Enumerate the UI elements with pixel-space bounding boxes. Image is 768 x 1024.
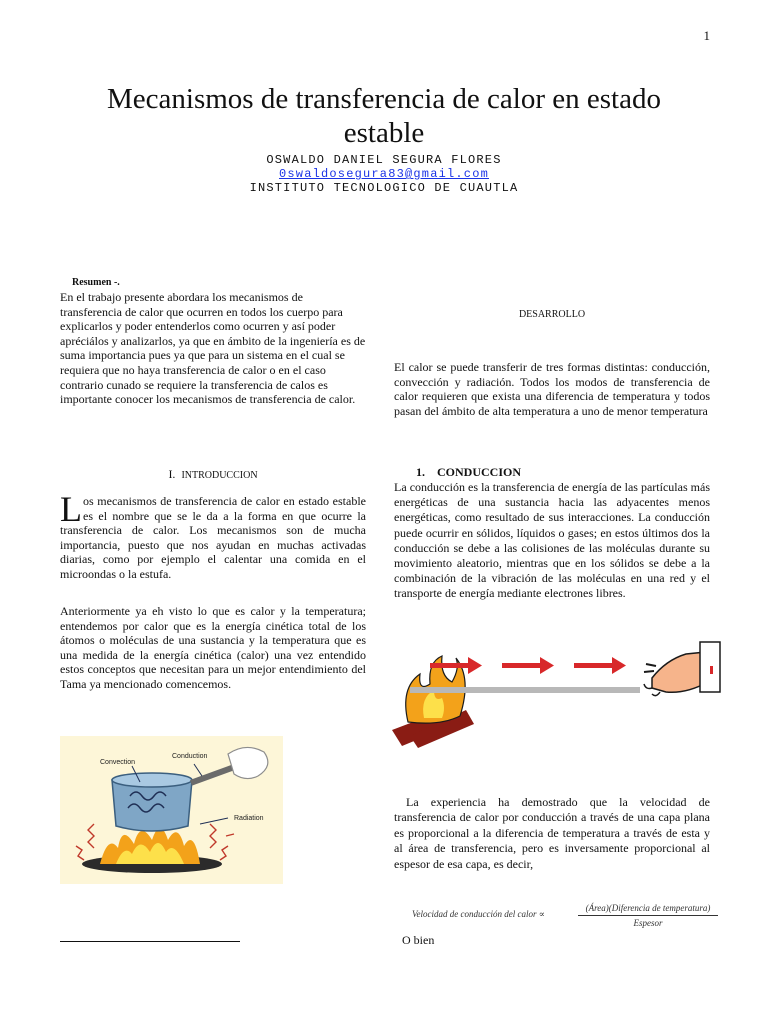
o-bien-text: O bien (402, 933, 435, 947)
formula-numerator: (Área)(Diferencia de temperatura) (578, 903, 718, 916)
introduction-number: I. (168, 467, 176, 481)
institute-name: INSTITUTO TECNOLOGICO DE CUAUTLA (249, 181, 519, 195)
conduction-title: CONDUCCION (437, 465, 521, 479)
conduction-label: Conduction (172, 753, 208, 760)
development-heading: DESARROLLO (518, 309, 586, 320)
radiation-label: Radiation (234, 815, 264, 822)
glove (228, 747, 268, 778)
flames (100, 828, 200, 864)
abstract-text: En el trabajo presente abordara los mecanismos de transferencia de calor que ocurren en todos los cuerpo para explicarlos y poder entenderlos como ocurren y así poder apréciálos y analizarlos, ya que en ámbito de la ingeniería es de suma importancia pues ya que para un sistema en el cual se requiera que no haya transferencia de calor o en el caso contrario cunado se requiere la transferencia de calos es importante conocer los mecanismos de transferencia de calor. (60, 290, 366, 407)
stove-illustration (60, 736, 283, 884)
conduction-paragraph: La conducción es la transferencia de energía de las partículas más energéticas de una sustancia hacia las adyacentes menos energéticas, como resultado de sus interacciones. La conducción puede ocurrir en sólidos, líquidos o gases; en estos últimos dos la conducción se debe a las colisiones de las moléculas durante su movimiento aleatorio, mientras que en los sólidos se debe a la combinación de la vibración de las moléculas en una red y el transporte de energía mediante electrones libres. (394, 480, 710, 601)
introduction-title: INTRODUCCION (181, 470, 258, 481)
introduction-paragraph-1-text: os mecanismos de transferencia de calor en estado estable es el nombre que se le da a la forma en que ocurre la transferencia de calor. Los mecanismos son de mucha importancia, puesto que nos ayudan en muchas activadas diarias, como por ejemplo el calentar una comida en el microondas o la estufa. (60, 494, 366, 581)
conduction-heading (416, 465, 521, 480)
introduction-paragraph-2: Anteriormente ya eh visto lo que es calor y la temperatura; entendemos por calor que es la energía cinética total de los átomos o moléculas de una sustancia y la temperatura que es una medida de la energía cinética (calor) una vez entendido estos conceptos que necesitan para un mejor entendimiento del Tama ya mencionado comencemos. (60, 604, 366, 691)
experience-paragraph: La experiencia ha demostrado que la velocidad de transferencia de calor por conducción a través de una capa plana es proporcional a la diferencia de temperatura a través de esta y al área de transferencia, pero es inversamente proporcional al espesor de esa capa, es decir, (394, 795, 710, 871)
development-paragraph: El calor se puede transferir de tres formas distintas: conducción, convección y radiación. Todos los modos de transferencia de calor requieren que exista una diferencia de temperatura y todos pasan del ámbito de alta temperatura a uno de menor temperatura (394, 360, 710, 418)
formula-fraction (578, 903, 718, 928)
abstract-label: Resumen -. (72, 277, 120, 288)
footnote-separator (60, 941, 240, 942)
page-number: 1 (703, 28, 710, 43)
introduction-paragraph-1 (60, 489, 366, 581)
author-name: OSWALDO DANIEL SEGURA FLORES (266, 153, 502, 167)
introduction-heading (60, 467, 366, 482)
conduction-formula (402, 903, 722, 933)
pot (112, 773, 192, 831)
metal-rod (410, 687, 640, 693)
heat-transfer-stove-figure (60, 736, 283, 884)
conduction-number: 1. (416, 465, 425, 479)
hand (644, 642, 720, 696)
conduction-rod-diagram (390, 638, 722, 756)
formula-denominator: Espesor (633, 918, 663, 928)
drop-cap: L (60, 489, 82, 529)
conduction-illustration (390, 638, 722, 756)
author-email-link[interactable]: 0swaldosegura83@gmail.com (278, 167, 490, 181)
document-title: Mecanismos de transferencia de calor en estado estable (107, 83, 661, 149)
formula-lhs: Velocidad de conducción del calor ∝ (412, 909, 545, 919)
convection-label: Convection (100, 759, 136, 766)
